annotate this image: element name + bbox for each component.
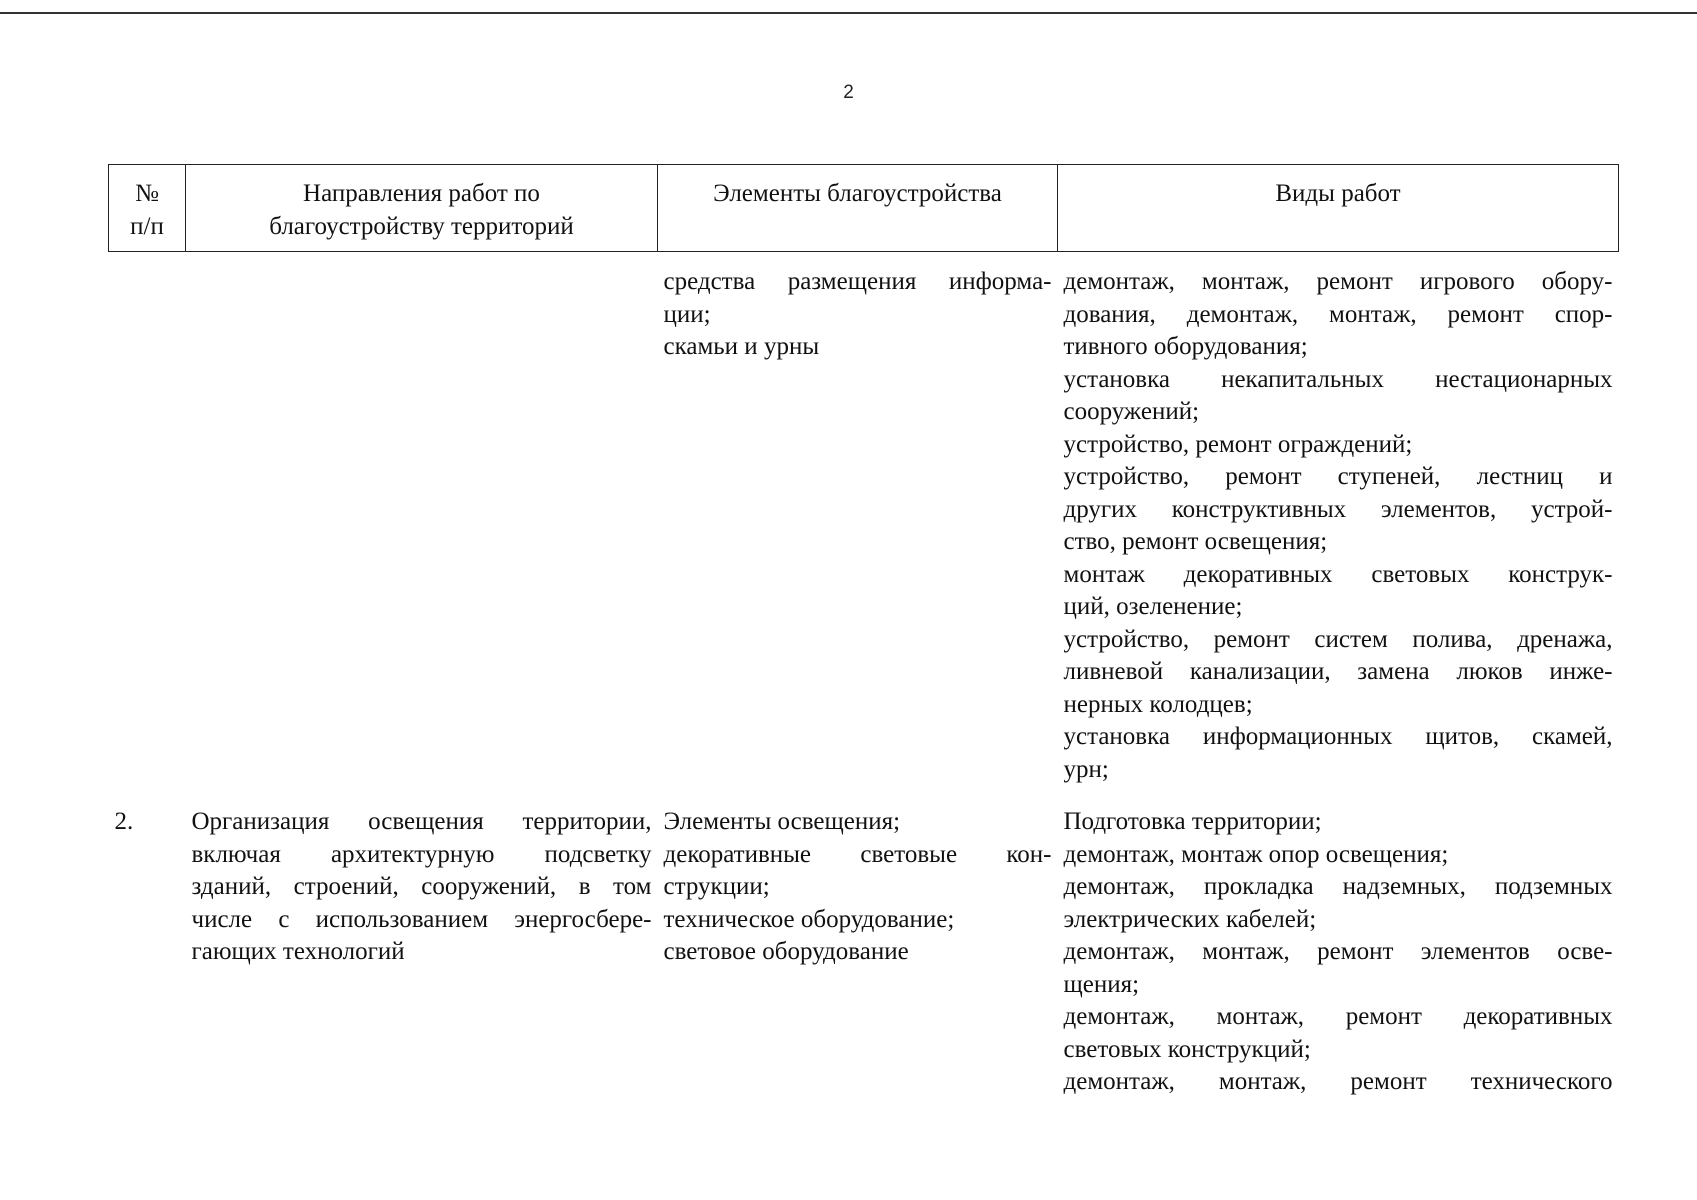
page-number: 2: [843, 82, 854, 103]
list-item-line: ции;: [663, 300, 711, 328]
table-header-row: [109, 165, 1619, 252]
list-item-line: дования, демонтаж, монтаж, ремонт спор-: [1063, 300, 1613, 328]
top-rule: [0, 12, 1697, 14]
header-elements: Элементы благоустройства: [658, 165, 1058, 252]
list-item-line: демонтаж, монтаж, ремонт технического: [1063, 1068, 1613, 1095]
list-item-line: Элементы освещения;: [663, 808, 901, 835]
table-row-2: [109, 806, 1619, 1099]
cell-num: 2.: [114, 808, 134, 835]
list-item-line: зданий, строений, сооружений, в том: [191, 873, 652, 900]
list-item-line: декоративные световые кон-: [663, 840, 1052, 868]
list-item-line: техническое оборудование;: [663, 905, 955, 933]
cell-elements: [658, 252, 1058, 807]
list-item-line: электрических кабелей;: [1063, 905, 1317, 933]
list-item-line: струкции;: [663, 873, 770, 900]
list-item-line: устройство, ремонт систем полива, дренажа,: [1063, 625, 1613, 653]
list-item-line: других конструктивных элементов, устрой-: [1063, 495, 1613, 523]
list-item-line: щения;: [1063, 970, 1140, 998]
list-item-line: ство, ремонт освещения;: [1063, 528, 1328, 555]
list-item-line: включая архитектурную подсветку: [191, 840, 652, 868]
table-row-continued: [109, 252, 1619, 807]
header-works: Виды работ: [1058, 165, 1619, 252]
list-item-line: Организация освещения территории,: [191, 808, 652, 835]
list-item-line: демонтаж, монтаж, ремонт элементов осве-: [1063, 938, 1613, 965]
list-item-line: демонтаж, монтаж, ремонт игрового обору-: [1063, 268, 1613, 295]
list-item-line: устройство, ремонт ограждений;: [1063, 430, 1413, 458]
list-item-line: числе с использованием энергосбере-: [191, 905, 652, 933]
list-item-line: установка некапитальных нестационарных: [1063, 365, 1613, 393]
cell-direction: [186, 252, 658, 807]
list-item-line: демонтаж, монтаж, ремонт декоративных: [1063, 1003, 1613, 1030]
list-item-line: ливневой канализации, замена люков инже-: [1063, 658, 1613, 685]
list-item-line: монтаж декоративных световых конструк-: [1063, 560, 1613, 588]
list-item-line: устройство, ремонт ступеней, лестниц и: [1063, 463, 1613, 490]
cell-elements: [658, 806, 1058, 1099]
cell-num: [109, 252, 186, 807]
cell-works: [1058, 252, 1619, 807]
list-item-line: средства размещения информа-: [663, 268, 1052, 295]
list-item-line: демонтаж, монтаж опор освещения;: [1063, 840, 1449, 868]
list-item-line: тивного оборудования;: [1063, 333, 1308, 360]
works-table: [108, 164, 1619, 1099]
list-item-line: световых конструкций;: [1063, 1035, 1311, 1063]
list-item-line: нерных колодцев;: [1063, 690, 1253, 718]
list-item-line: Подготовка территории;: [1063, 808, 1322, 835]
list-item-line: установка информационных щитов, скамей,: [1063, 723, 1613, 750]
cell-direction: [186, 806, 658, 1099]
list-item-line: ций, озеленение;: [1063, 593, 1243, 620]
list-item-line: сооружений;: [1063, 398, 1200, 425]
header-direction: Направления работ по благоустройству территорий: [186, 165, 658, 252]
list-item-line: урн;: [1063, 755, 1109, 783]
cell-works: [1058, 806, 1619, 1099]
list-item-line: скамьи и урны: [663, 333, 820, 360]
list-item-line: световое оборудование: [663, 938, 909, 965]
list-item-line: демонтаж, прокладка надземных, подземных: [1063, 873, 1613, 900]
list-item-line: гающих технологий: [191, 938, 405, 965]
header-num: № п/п: [109, 165, 186, 252]
